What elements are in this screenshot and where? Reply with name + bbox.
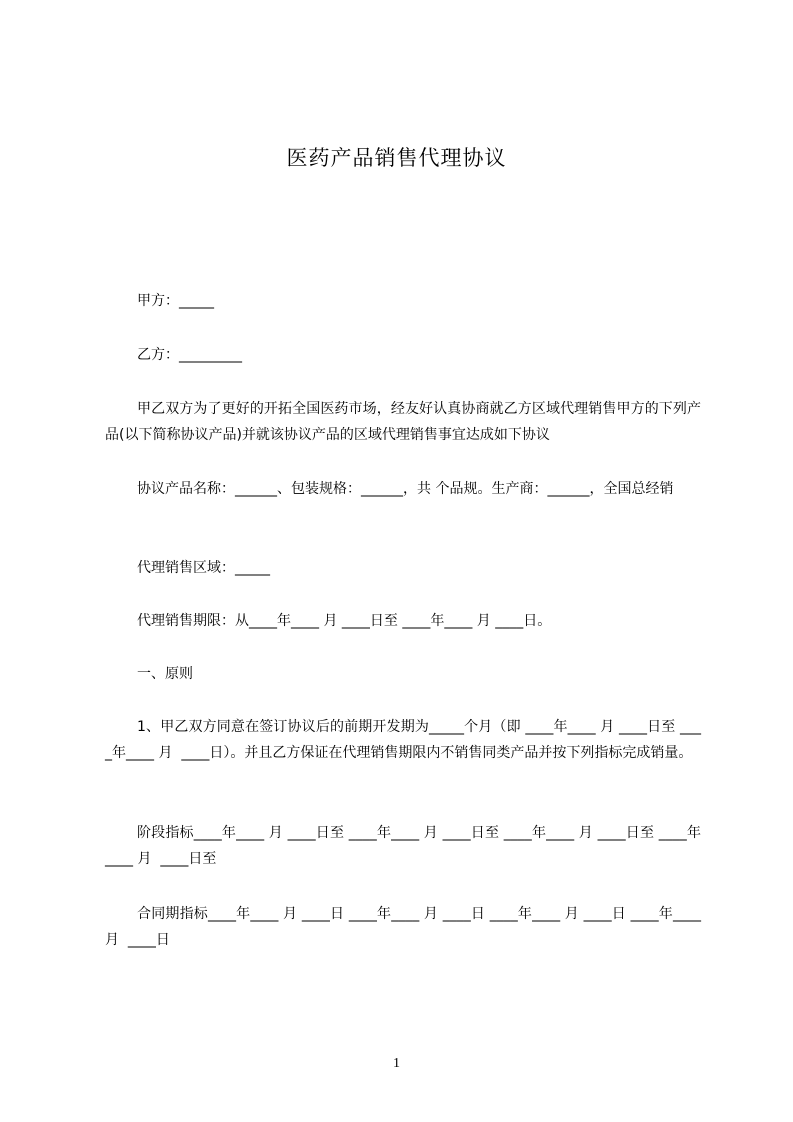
document-title: 医药产品销售代理协议	[286, 146, 507, 170]
region-line: 代理销售区域：_____	[137, 560, 270, 576]
period-line: 代理销售期限：从____年____ 月 ____日至 ____年____ 月 ____日。	[137, 613, 552, 629]
product-paragraph: 协议产品名称：______、包装规格：______，共 个品规。生产商：______，全国总经销	[137, 481, 674, 497]
clause-1-paragraph: 1、甲乙双方同意在签订协议后的前期开发期为_____个月（即 ____年____ 月 ____日至 ____年____ 月 ____日）。并且乙方保证在代理销售期限内不销售同类产品并按下列指标完成销量。	[105, 719, 701, 761]
stage-targets-paragraph: 阶段指标____年____ 月 ____日至 ____年____ 月 ____日至 ____年____ 月 ____日至 ____年____ 月 ____日至	[105, 825, 701, 867]
section-1-heading: 一、原则	[137, 666, 193, 682]
party-a-line: 甲方：_____	[137, 293, 214, 309]
intro-paragraph: 甲乙双方为了更好的开拓全国医药市场，经友好认真协商就乙方区域代理销售甲方的下列产品(以下简称协议产品)并就该协议产品的区域代理销售事宜达成如下协议	[105, 401, 701, 443]
page-number: 1	[393, 1056, 400, 1071]
party-b-line: 乙方：_________	[137, 347, 242, 363]
contract-targets-paragraph: 合同期指标____年____ 月 ____日 ____年____ 月 ____日 ____年____ 月 ____日 ____年____ 月 ____日	[105, 906, 706, 948]
